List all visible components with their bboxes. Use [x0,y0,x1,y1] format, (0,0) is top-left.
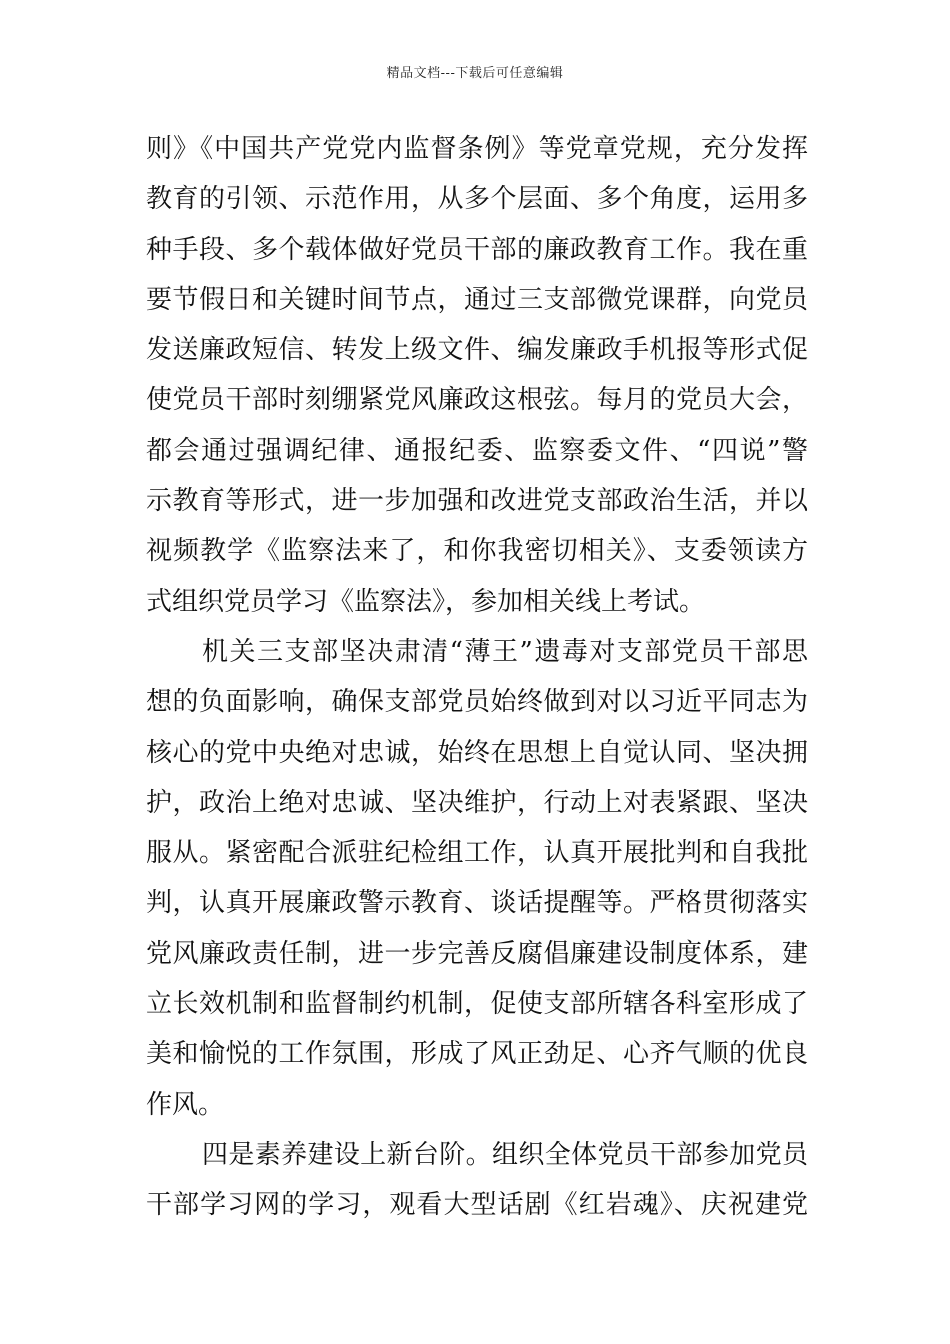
text-line: 作风。 [146,1089,225,1120]
text-line: 教育的引领、示范作用，从多个层面、多个角度，运用多 [146,184,808,215]
text-line: 式组织党员学习《监察法》，参加相关线上考试。 [146,586,706,617]
text-line: 核心的党中央绝对忠诚，始终在思想上自觉认同、坚决拥 [146,737,808,768]
text-line: 示教育等形式，进一步加强和改进党支部政治生活，并以 [146,486,808,517]
text-line: 视频教学《监察法来了，和你我密切相关》、支委领读方 [146,536,808,567]
text-line: 想的负面影响，确保支部党员始终做到对以习近平同志为 [146,687,808,718]
text-line: 美和愉悦的工作氛围，形成了风正劲足、心齐气顺的优良 [146,1039,808,1070]
text-line: 则》《中国共产党党内监督条例》等党章党规，充分发挥 [146,134,808,164]
text-line: 党风廉政责任制，进一步完善反腐倡廉建设制度体系，建 [146,938,808,969]
document-body [146,124,808,1231]
text-line: 干部学习网的学习，观看大型话剧《红岩魂》、庆祝建党 [146,1190,808,1221]
text-line: 护，政治上绝对忠诚、坚决维护，行动上对表紧跟、坚决 [146,787,808,818]
text-line: 发送廉政短信、转发上级文件、编发廉政手机报等形式促 [146,335,808,366]
text-line: 立长效机制和监督制约机制，促使支部所辖各科室形成了 [146,989,808,1020]
text-line: 要节假日和关键时间节点，通过三支部微党课群，向党员 [146,284,808,315]
text-line: 种手段、多个载体做好党员干部的廉政教育工作。我在重 [146,234,808,265]
text-line: 都会通过强调纪律、通报纪委、监察委文件、“四说”警 [146,435,808,466]
text-line: 判，认真开展廉政警示教育、谈话提醒等。严格贯彻落实 [146,888,808,919]
text-line: 服从。紧密配合派驻纪检组工作，认真开展批判和自我批 [146,838,808,869]
paragraph-first-line: 机关三支部坚决肃清“薄王”遗毒对支部党员干部思 [202,636,808,667]
paragraph-first-line: 四是素养建设上新台阶。组织全体党员干部参加党员 [202,1139,808,1170]
page-header: 精品文档---下载后可任意编辑 [386,66,564,81]
text-line: 使党员干部时刻绷紧党风廉政这根弦。每月的党员大会， [146,385,808,416]
